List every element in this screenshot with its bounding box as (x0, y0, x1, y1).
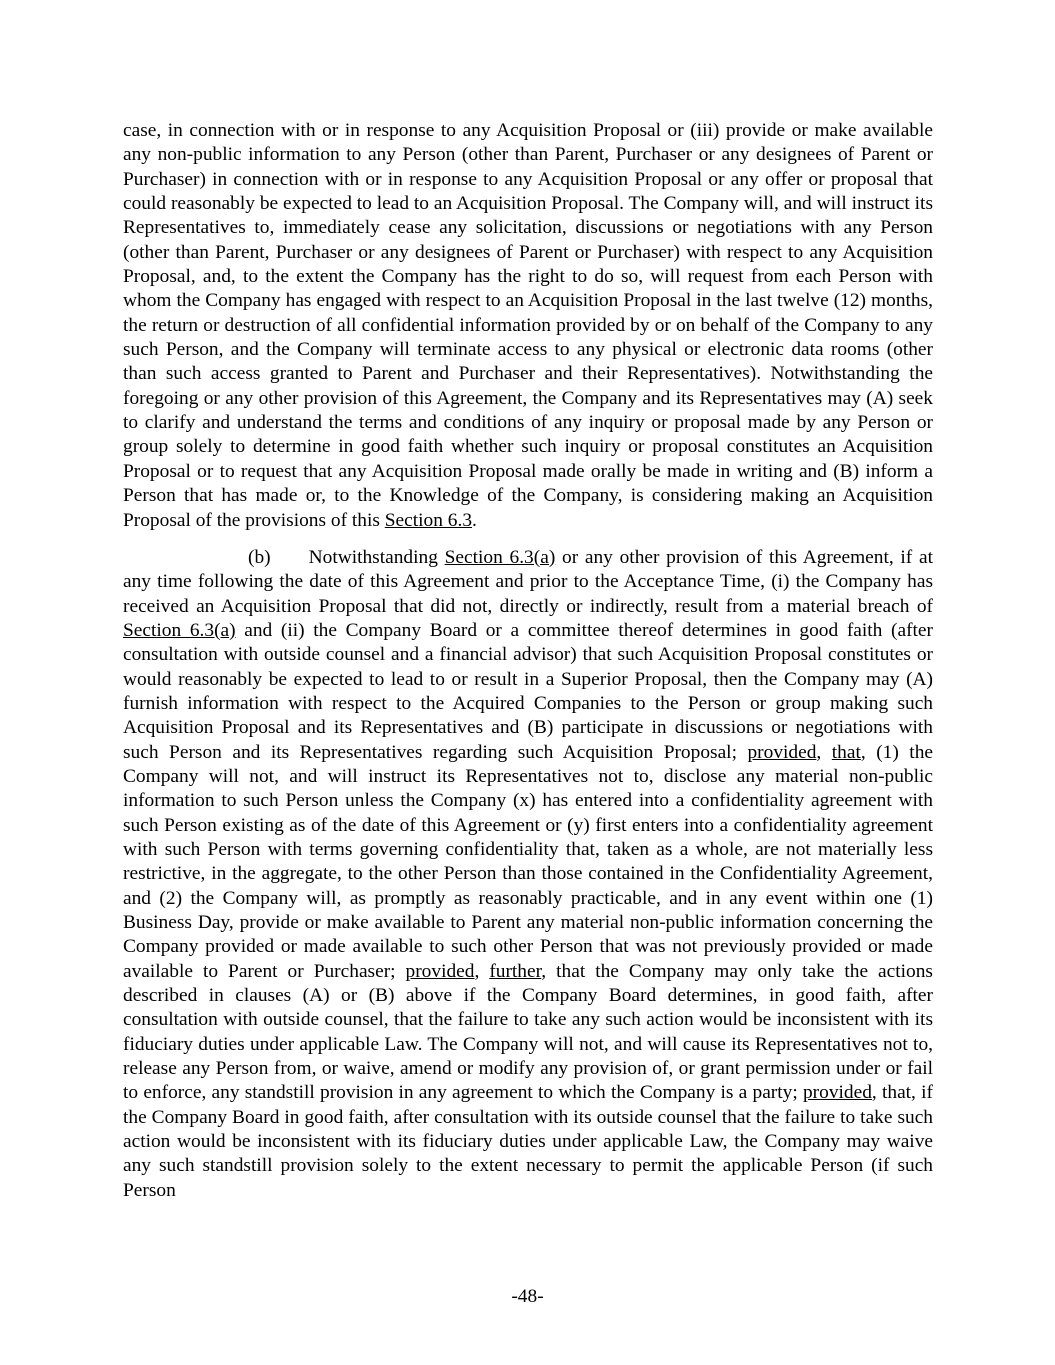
page-content (123, 119, 933, 1203)
text-run: , (1) the Company will not, and will instruct its Representatives not to, disclose any material non-public information to such Person unless the Company (x) has entered into a confidentiality agreement with such Person existing as of the date of this Agreement or (y) first enters into a confidentiality agreement with such Person with terms governing confidentiality that, taken as a whole, are not materially less restrictive, in the aggregate, to the other Person than those contained in the Confidentiality Agreement, and (2) the Company will, as promptly as reasonably practicable, and in any event within one (1) Business Day, provide or make available to Parent any material non-public information concerning the Company provided or made available to such other Person that was not previously provided or made available to Parent or Purchaser; (123, 741, 933, 982)
further-emphasis: further (489, 960, 542, 982)
provided-emphasis: provided (747, 741, 817, 763)
text-run: or any other provision of this Agreement, if at any time following the date of this Agreement and prior to the Acceptance Time, (i) the Company has received an Acquisition Proposal that did not, directly or indirectly, result from a material breach of (123, 546, 933, 617)
text-run: , (816, 741, 832, 763)
text-run: case, in connection with or in response to any Acquisition Proposal or (iii) provide or make available any non-public information to any Person (other than Parent, Purchaser or any designees of Parent or Purchaser) in connection with or in response to any Acquisition Proposal or any offer or proposal that could reasonably be expected to lead to an Acquisition Proposal. The Company will, and will instruct its Representatives to, immediately cease any solicitation, discussions or negotiations with any Person (other than Parent, Purchaser or any designees of Parent or Purchaser) with respect to any Acquisition Proposal, and, to the extent the Company has the right to do so, will request from each Person with whom the Company has engaged with respect to an Acquisition Proposal in the last twelve (12) months, the return or destruction of all confidential information provided by or on behalf of the Company to any such Person, and the Company will terminate access to any physical or electronic data rooms (other than such access granted to Parent and Purchaser and their Representatives). Notwithstanding the foregoing or any other provision of this Agreement, the Company and its Representatives may (A) seek to clarify and understand the terms and conditions of any inquiry or proposal made by any Person or group solely to determine in good faith whether such inquiry or proposal constitutes an Acquisition Proposal or to request that any Acquisition Proposal made orally be made in writing and (B) inform a Person that has made or, to the Knowledge of the Company, is considering making an Acquisition Proposal of the provisions of this (123, 120, 933, 531)
provided-emphasis: provided (405, 960, 475, 982)
provided-emphasis: provided (802, 1082, 872, 1104)
paragraph-continuation (123, 119, 933, 533)
text-run: , that the Company may only take the actions described in clauses (A) or (B) above if the Company Board determines, in good faith, after consultation with outside counsel, that the failure to take any such action would be inconsistent with its fiduciary duties under applicable Law. The Company will not, and will cause its Representatives not to, release any Person from, or waive, amend or modify any provision of, or grant permission under or fail to enforce, any standstill provision in any agreement to which the Company is a party; (123, 960, 933, 1104)
text-run: and (ii) the Company Board or a committee thereof determines in good faith (after consultation with outside counsel and a financial advisor) that such Acquisition Proposal constitutes or would reasonably be expected to lead to or result in a Superior Proposal, then the Company may (A) furnish information with respect to the Acquired Companies to the Person or group making such Acquisition Proposal and its Representatives and (B) participate in discussions or negotiations with such Person and its Representatives regarding such Acquisition Proposal; (123, 619, 933, 763)
text-run: Notwithstanding (308, 546, 445, 568)
section-b-label: (b) (248, 546, 271, 568)
section-6-3a-reference: Section 6.3(a) (444, 546, 556, 568)
page-number: -48- (511, 1286, 544, 1307)
section-6-3-reference: Section 6.3 (384, 509, 473, 531)
section-6-3a-reference: Section 6.3(a) (123, 619, 236, 641)
text-run: , that, if the Company Board in good faith, after consultation with its outside counsel that the failure to take such action would be inconsistent with its fiduciary duties under applicable Law, the Company may waive any such standstill provision solely to the extent necessary to permit the applicable Person (if such Person (123, 1082, 933, 1201)
that-emphasis: that (831, 741, 861, 763)
text-run: . (472, 509, 477, 531)
paragraph-section-b (123, 546, 933, 1203)
text-run: , (474, 960, 490, 982)
